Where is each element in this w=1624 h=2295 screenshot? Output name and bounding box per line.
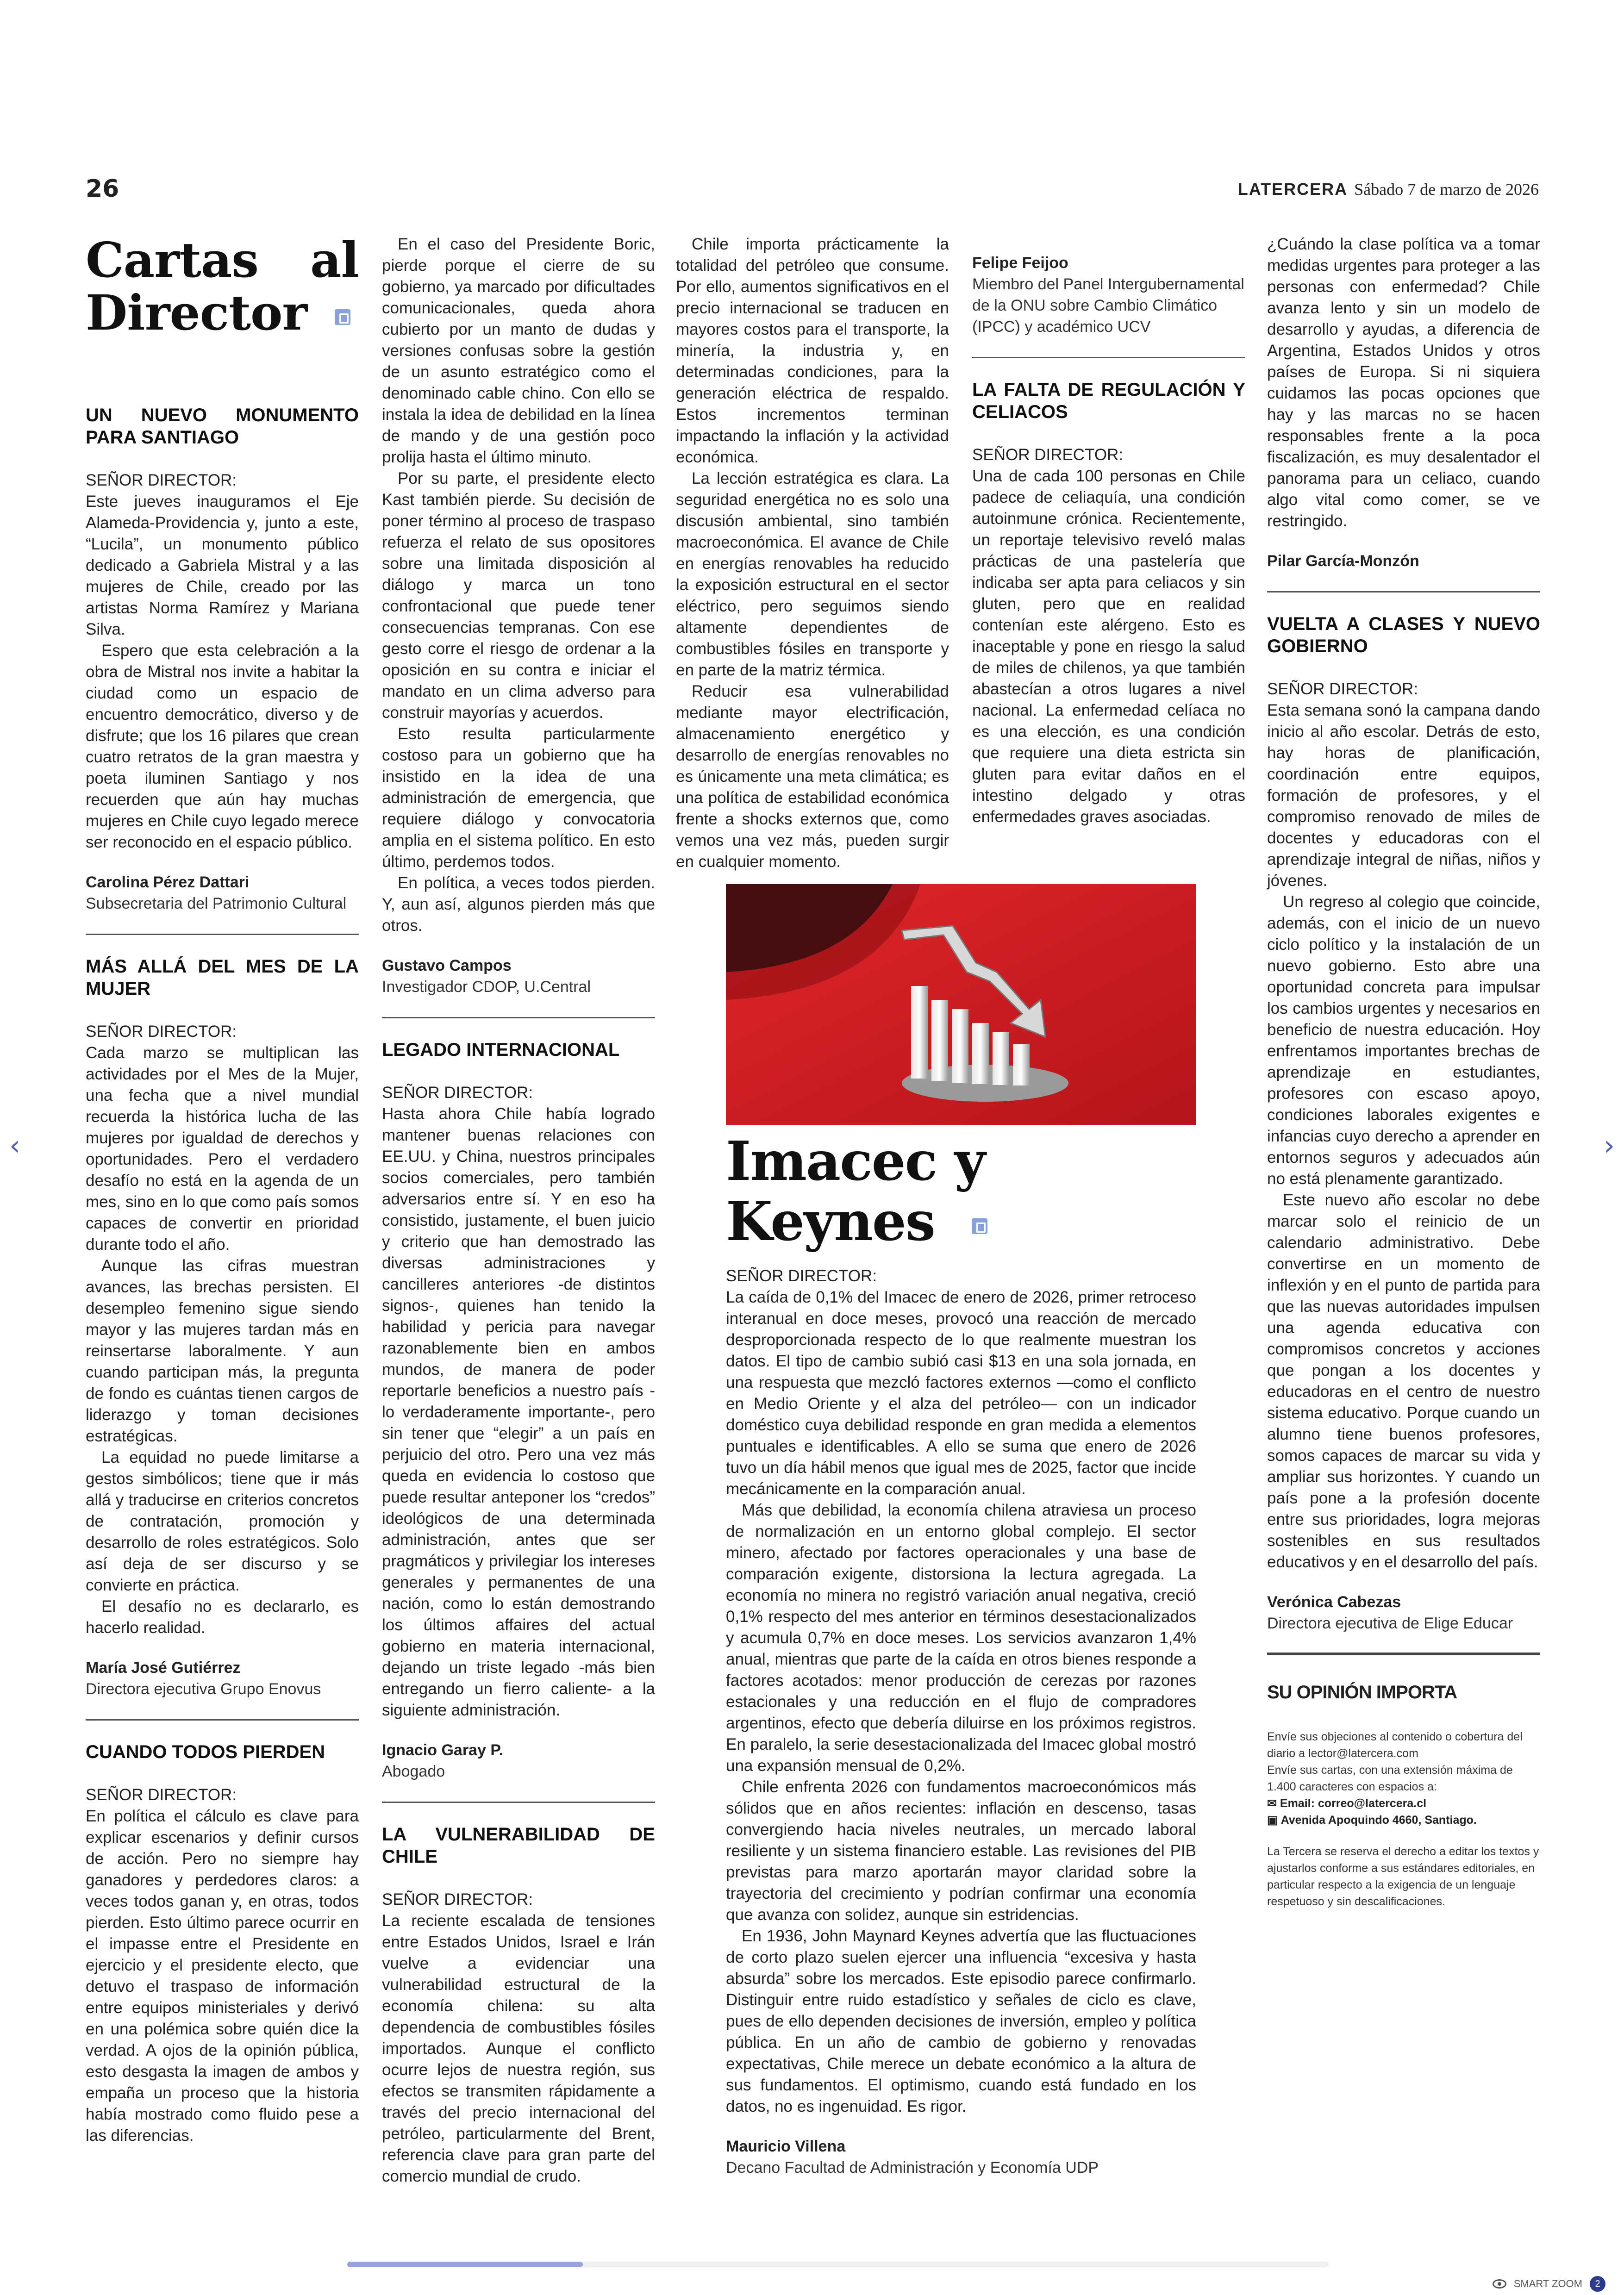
scrollbar-thumb[interactable] xyxy=(347,2262,583,2267)
salutation: SEÑOR DIRECTOR: xyxy=(86,1023,237,1041)
opinion-title: SU OPINIÓN IMPORTA xyxy=(1267,1682,1457,1703)
letter-role: Directora ejecutiva de Elige Educar xyxy=(1267,1615,1513,1632)
letter-headline: LA VULNERABILIDAD DE CHILE xyxy=(382,1824,655,1867)
letter-paragraph: Aunque las cifras muestran avances, las brechas persisten. El desempleo femenino sigue siendo mayor y las mujeres tardan más en reinsertarse laboralmente. Y aun cuando participan más, la pregunta de fondo es cuántas tienen cargos de liderazgo y toman decisiones estratégicas. xyxy=(86,1257,359,1445)
letter-paragraph: Cada marzo se multiplican las actividades por el Mes de la Mujer, una fecha que a nivel mundial recuerda la histórica lucha de las mujeres por igualdad de derechos y oportunidades. Pero el verdadero desafío no está en la agenda de un mes, sino en lo que como país somos capaces de convertir en prioridad durante todo el año. xyxy=(86,1044,359,1254)
salutation: SEÑOR DIRECTOR: xyxy=(86,1786,237,1804)
chevron-right-icon[interactable]: › xyxy=(1604,1129,1615,1162)
divider xyxy=(86,1719,359,1721)
letter-role: Subsecretaria del Patrimonio Cultural xyxy=(86,895,347,912)
salutation: SEÑOR DIRECTOR: xyxy=(1267,680,1418,698)
letter-paragraph: La caída de 0,1% del Imacec de enero de 2026, primer retroceso interanual en doce meses, provocó una reacción de mercado desproporcionada respecto de lo que realmente muestran los datos. El tipo de cambio subió casi $13 en una sola jornada, en una respuesta que mezcló factores externos —como el conflicto en Medio Oriente y el alza del petróleo— con un indicador doméstico cuya debilidad responde en gran medida a elementos puntuales e identificables. A ello se suma que enero de 2026 tuvo un día hábil menos que igual mes de 2025, factor que incide mecánicamente en la comparación anual. xyxy=(726,1288,1196,1498)
page-scrollbar[interactable] xyxy=(347,2262,1329,2267)
page-header xyxy=(1238,180,1539,199)
letter-role: Investigador CDOP, U.Central xyxy=(382,978,591,996)
letter-paragraph: Espero que esta celebración a la obra de Mistral nos invite a habitar la ciudad como un espacio de encuentro democrático, diverso y de disfrute; que los 16 pilares que crean cuatro retratos de la gran maestra y poeta iluminen Santiago y nos recuerden que aún hay muchas mujeres en Chile cuyo legado merece ser reconocido en el espacio público. xyxy=(86,642,359,851)
letter-signature: Pilar García-Monzón xyxy=(1267,552,1419,570)
letter-paragraph: Esta semana sonó la campana dando inicio al año escolar. Detrás de esto, hay horas de planificación, coordinación entre equipos, formación de profesores, y el compromiso renovado de miles de docentes y educadoras con el aprendizaje integral de niñas, niños y jóvenes. xyxy=(1267,701,1540,890)
letter-headline: LA FALTA DE REGULACIÓN Y CELIACOS xyxy=(972,380,1245,422)
letter-paragraph: La reciente escalada de tensiones entre Estados Unidos, Israel e Irán vuelve a evidenciar una vulnerabilidad estructural de la economía chilena: su alta dependencia de combustibles fósiles importados. Aunque el conflicto ocurre lejos de nuestra región, sus efectos se transmiten rápidamente a través del precio internacional del petróleo, particularmente del Brent, referencia clave para gran parte del comercio mundial de crudo. xyxy=(382,1912,655,2185)
letter-paragraph: La lección estratégica es clara. La seguridad energética no es solo una discusión ambiental, sino también macroeconómica. El avance de Chile en energías renovables ha reducido la exposición estructural en el sector eléctrico, pero seguimos siendo altamente dependientes de combustibles fósiles en transporte y en parte de la matriz térmica. xyxy=(676,469,949,679)
feature-title: Imacec y Keynes xyxy=(726,1131,1196,1252)
letter-signature: Verónica Cabezas xyxy=(1267,1593,1401,1611)
feature-letter xyxy=(726,884,1196,2178)
feature-image xyxy=(726,884,1196,1125)
opinion-line: Envíe sus objeciones al contenido o cobertura del diario a lector@latercera.com xyxy=(1267,1730,1523,1760)
letter-role: Decano Facultad de Administración y Economía UDP xyxy=(726,2159,1099,2177)
opinion-box xyxy=(1267,1681,1540,1910)
letter-headline: UN NUEVO MONUMENTO PARA SANTIAGO xyxy=(86,405,359,448)
salutation: SEÑOR DIRECTOR: xyxy=(86,471,237,489)
letter-paragraph: En política, a veces todos pierden. Y, aun así, algunos pierden más que otros. xyxy=(382,874,655,935)
column-2 xyxy=(382,234,655,2187)
document-icon[interactable] xyxy=(972,1218,987,1234)
letter-paragraph: El desafío no es declararlo, es hacerlo realidad. xyxy=(86,1597,359,1637)
letter-paragraph: Reducir esa vulnerabilidad mediante mayor electrificación, almacenamiento energético y desarrollo de energías renovables no es únicamente una meta climática; es una política de estabilidad económica frente a shocks externos que, como vemos una vez más, pueden surgir en cualquier momento. xyxy=(676,682,949,871)
letter-headline: LEGADO INTERNACIONAL xyxy=(382,1040,620,1060)
letter-paragraph: Chile enfrenta 2026 con fundamentos macroeconómicos más sólidos que en años recientes: inflación en descenso, tasas convergiendo hacia niveles neutrales, un mercado laboral resiliente y un sistema financiero estable. Las revisiones del PIB previstas para marzo aportarán mayor claridad sobre la trayectoria del crecimiento y podrían confirmar una economía que avanza con solidez, aunque sin estridencias. xyxy=(726,1778,1196,1924)
opinion-info xyxy=(1267,1728,1540,1910)
letter-paragraph: En política el cálculo es clave para explicar escenarios y definir cursos de acción. Pero no siempre hay ganadores y perdedores claros: a veces todos ganan y, en otras, todos pierden. Esto último parece ocurrir en el impasse entre el Presidente en ejercicio y el presidente electo, que detuvo el traspaso de información entre equipos ministeriales y derivó en una polémica sobre quién dice la verdad. A ojos de la opinión pública, esto desgasta la imagen de ambos y empaña un proceso que la historia había mostrado como fluido pese a las diferencias. xyxy=(86,1807,359,2145)
letter-paragraph: Hasta ahora Chile había logrado mantener buenas relaciones con EE.UU. y China, nuestros principales socios comerciales, pero también adversarios entre sí. Y en eso ha consistido, justamente, el buen juicio y criterio que han demostrado las diversas administraciones y cancilleres anteriores -de distintos signos-, quienes han tenido la habilidad y pericia para navegar razonablemente bien en ambos mundos, de manera de poder reportarle beneficios a nuestro país -lo verdaderamente importante-, pero sin tener que “elegir” a un país en perjuicio del otro. Pero una vez más queda en evidencia lo costoso que puede resultar anteponer los “credos” ideológicos de una determinada administración, antes que ser pragmáticos y privilegiar los intereses generales y permanentes de una nación, como lo están demostrando los últimos affaires del actual gobierno en materia internacional, dejando un triste legado -más bien entregando un fierro caliente- a la siguiente administración. xyxy=(382,1105,655,1719)
letter-paragraph: En el caso del Presidente Boric, pierde porque el cierre de su gobierno, ya marcado por dificultades comunicacionales, queda ahora cubierto por un manto de dudas y versiones confusas sobre la gestión de un asunto estratégico como el denominado cable chino. Con ello se instala la idea de debilidad en la línea de mando y de una gestión poco prolija hasta el último minuto. xyxy=(382,235,655,466)
address-contact: ▣ Avenida Apoquindo 4660, Santiago. xyxy=(1267,1814,1477,1827)
letter-role: Abogado xyxy=(382,1763,445,1780)
divider xyxy=(1267,591,1540,592)
letter-paragraph: Esto resulta particularmente costoso para un gobierno que ha insistido en la idea de una administración de emergencia, que requiere diálogo y convocatoria amplia en el sistema político. En esto último, perdemos todos. xyxy=(382,725,655,871)
chevron-left-icon[interactable]: ‹ xyxy=(9,1129,20,1162)
smart-zoom-label: SMART ZOOM xyxy=(1513,2278,1582,2289)
letter-paragraph: Más que debilidad, la economía chilena atraviesa un proceso de normalización en un entorno global complejo. El sector minero, afectado por factores operacionales y una base de comparación exigente, distorsiona la lectura agregada. La economía no minera no registró variación anual negativa, creció 0,1% respecto del mes anterior en términos desestacionalizados y acumula 0,7% en doce meses. Los servicios avanzaron 1,4% anual, mientras que parte de la caída en otros bienes responde a factores acotados: menor producción de cerezas por razones estacionales y una reducción en el flujo de compradores argentinos, efecto que debería diluirse en los próximos registros. En paralelo, la serie desestacionalizada del Imacec global mostró una expansión mensual de 0,2%. xyxy=(726,1501,1196,1775)
letter-paragraph: Este jueves inauguramos el Eje Alameda-Providencia y, junto a este, “Lucila”, un monumento público dedicado a Gabriela Mistral y a las mujeres de Chile, creado por las artistas Norma Ramírez y Mariana Silva. xyxy=(86,493,359,638)
letter-headline: VUELTA A CLASES Y NUEVO GOBIERNO xyxy=(1267,614,1540,656)
smart-zoom-control[interactable] xyxy=(1493,2276,1605,2292)
letter-headline: CUANDO TODOS PIERDEN xyxy=(86,1742,325,1762)
salutation: SEÑOR DIRECTOR: xyxy=(972,446,1124,464)
letter-paragraph: En 1936, John Maynard Keynes advertía que las fluctuaciones de corto plazo suelen ejercer una influencia “excesiva y hasta absurda” sobre los mercados. Este episodio parece confirmarlo. Distinguir entre ruido estadístico y señales de ciclo es clave, pues de ello dependen decisiones de inversión, empleo y política pública. En un año de cambio de gobierno y renovadas expectativas, Chile merece un debate económico a la altura de sus fundamentos. El optimismo, cuando está fundado en los datos, no es ingenuidad. Es rigor. xyxy=(726,1927,1196,2115)
feature-body xyxy=(726,1266,1196,2178)
column-4 xyxy=(972,234,1245,828)
column-3 xyxy=(676,234,949,873)
salutation: SEÑOR DIRECTOR: xyxy=(382,1084,533,1102)
letter-role: Directora ejecutiva Grupo Enovus xyxy=(86,1680,321,1698)
document-icon[interactable] xyxy=(335,309,350,325)
newspaper-brand: LATERCERA xyxy=(1237,180,1348,199)
divider xyxy=(86,934,359,935)
salutation: SEÑOR DIRECTOR: xyxy=(382,1890,533,1908)
column-1 xyxy=(86,231,359,2146)
falling-bar-chart-illustration xyxy=(726,884,1196,1125)
editorial-note: La Tercera se reserva el derecho a editar los textos y ajustarlos conforme a sus estándares editoriales, en particular respecto a la exigencia de un lenguaje respetuoso y sin descalificaciones. xyxy=(1267,1845,1539,1908)
section-title: Cartas al Director xyxy=(86,231,359,341)
letter-signature: María José Gutiérrez xyxy=(86,1659,241,1677)
divider xyxy=(382,1017,655,1018)
letter-paragraph: Por su parte, el presidente electo Kast también pierde. Su decisión de poner término al proceso de traspaso refuerza el relato de sus opositores sobre una limitada disposición al diálogo y marca un tono confrontacional que puede tener consecuencias tempranas. Con ese gesto corre el riesgo de ordenar a la oposición en su contra e iniciar el mandato en un clima adverso para construir mayorías y acuerdos. xyxy=(382,469,655,722)
page-badge[interactable]: 2 xyxy=(1590,2276,1605,2292)
divider xyxy=(972,357,1245,358)
email-contact[interactable]: ✉ Email: correo@latercera.cl xyxy=(1267,1797,1427,1810)
letter-signature: Carolina Pérez Dattari xyxy=(86,873,250,891)
issue-date: Sábado 7 de marzo de 2026 xyxy=(1354,180,1539,199)
letter-paragraph: ¿Cuándo la clase política va a tomar medidas urgentes para proteger a las personas con enfermedad? Chile avanza lento y sin un modelo de desarrollo y ayudas, a diferencia de Argentina, Estados Unidos y otros países de Europa. Si ni siquiera cuidamos las pocas opciones que hay y las marcas no se hacen responsables frente a la poca fiscalización, es muy desalentador el panorama para un celiaco, cuando algo vital como comer, se ve restringido. xyxy=(1267,235,1540,530)
page-number: 26 xyxy=(86,175,119,203)
column-5 xyxy=(1267,234,1540,1910)
letter-paragraph: Una de cada 100 personas en Chile padece de celiaquía, una condición autoinmune crónica. Recientemente, un reportaje televisivo reveló malas prácticas de una pastelería que indicaba ser apta para celiacos y sin gluten, pero que en realidad contenían este alérgeno. Esto es inaceptable y pone en riesgo la salud de miles de chilenos, ya que también abastecían a otros lugares a nivel nacional. La enfermedad celíaca no es una elección, es una condición que requiere una dieta estricta sin gluten para evitar daños en el intestino delgado y otras enfermedades graves asociadas. xyxy=(972,467,1245,826)
opinion-line: Envíe sus cartas, con una extensión máxima de 1.400 caracteres con espacios a: xyxy=(1267,1764,1513,1793)
letter-signature: Gustavo Campos xyxy=(382,957,512,974)
letter-paragraph: Chile importa prácticamente la totalidad del petróleo que consume. Por ello, aumentos significativos en el precio internacional se traducen en mayores costos para el transporte, la minería, la industria y, en determinadas condiciones, para la generación eléctrica de respaldo. Estos incrementos terminan impactando la inflación y la actividad económica. xyxy=(676,235,949,466)
divider xyxy=(382,1802,655,1803)
letter-signature: Mauricio Villena xyxy=(726,2138,846,2155)
letter-role: Miembro del Panel Intergubernamental de la ONU sobre Cambio Climático (IPCC) y académico UCV xyxy=(972,275,1244,336)
letter-paragraph: La equidad no puede limitarse a gestos simbólicos; tiene que ir más allá y traducirse en criterios concretos de contratación, promoción y desarrollo de roles estratégicos. Solo así deja de ser discurso y se convierte en práctica. xyxy=(86,1448,359,1594)
salutation: SEÑOR DIRECTOR: xyxy=(726,1267,877,1285)
letter-headline: MÁS ALLÁ DEL MES DE LA MUJER xyxy=(86,956,359,999)
eye-icon xyxy=(1493,2279,1506,2289)
letter-paragraph: Este nuevo año escolar no debe marcar solo el reinicio de un calendario administrativo. Debe convertirse en un momento de inflexión y en el punto de partida para que las nuevas autoridades impulsen una agenda educativa con compromisos concretos y acciones que pongan a los docentes y educadoras en el centro de nuestro sistema educativo. Porque cuando un alumno tiene buenos profesores, somos capaces de marcar su vida y ampliar sus horizontes. Y cuando un país pone a la profesión docente entre sus prioridades, logra mejoras sostenibles en sus resultados educativos y en el desarrollo del país. xyxy=(1267,1191,1540,1571)
divider xyxy=(1267,1653,1540,1655)
letter-signature: Ignacio Garay P. xyxy=(382,1741,504,1759)
letter-signature: Felipe Feijoo xyxy=(972,254,1068,272)
letter-paragraph: Un regreso al colegio que coincide, además, con el inicio de un nuevo ciclo político y la instalación de un nuevo gobierno. Esto abre una oportunidad concreta para impulsar los cambios urgentes y necesarios en beneficio de nuestra educación. Hoy enfrentamos importantes brechas de aprendizaje en estudiantes, profesores con escaso apoyo, condiciones laborales exigentes e infancias cuyo derecho a aprender en entornos seguros y adecuados aún no está plenamente garantizado. xyxy=(1267,893,1540,1188)
